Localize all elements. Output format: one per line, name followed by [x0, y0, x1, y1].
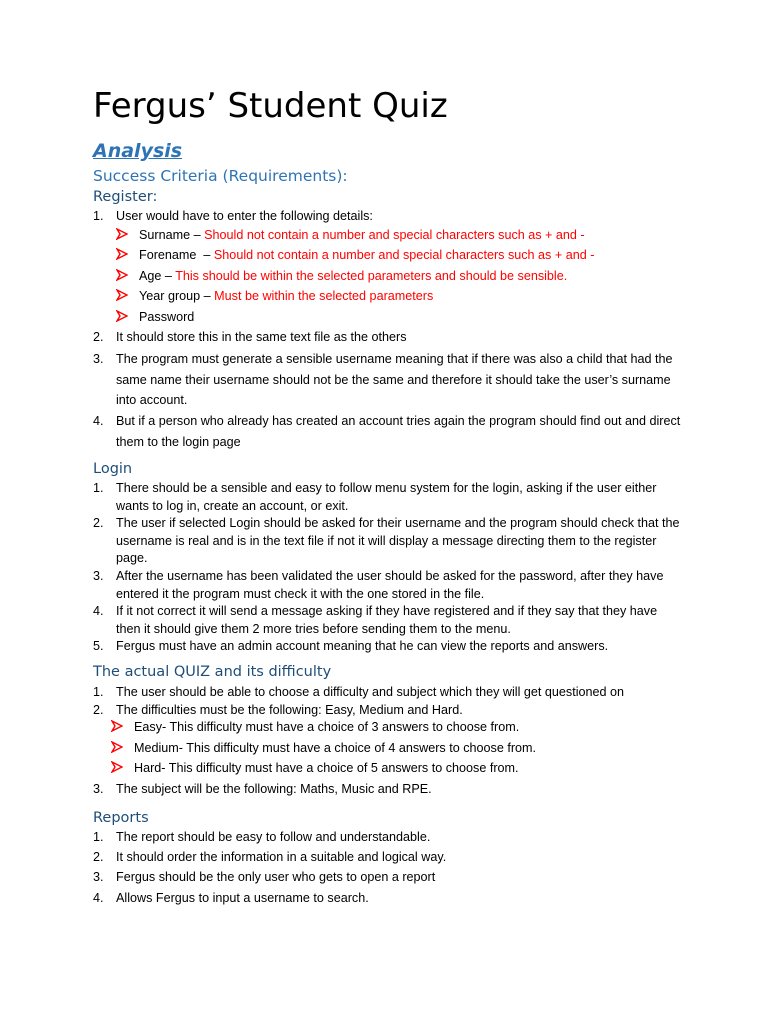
detail-label: Password — [139, 310, 195, 324]
list-number: 3. — [93, 352, 104, 366]
arrow-bullet-icon — [111, 720, 123, 732]
analysis-heading: Analysis — [93, 140, 183, 162]
list-number: 4. — [93, 414, 104, 428]
login-heading: Login — [93, 461, 133, 477]
arrow-bullet-icon — [116, 310, 128, 322]
detail-label: Forename – — [139, 248, 214, 262]
list-text: The user should be able to choose a difficulty and subject which they will get questioned on — [116, 685, 625, 699]
list-number: 3. — [93, 782, 104, 796]
arrow-bullet-icon — [116, 228, 128, 240]
document-title: Fergus’ Student Quiz — [93, 86, 448, 126]
detail-label: Surname – — [139, 228, 205, 242]
list-text: The report should be easy to follow and understandable. — [116, 830, 431, 844]
list-text: Fergus should be the only user who gets to open a report — [116, 870, 436, 884]
list-text: The program must generate a sensible username meaning that if there was also a child that had the same name their username should not be the same and therefore it should take the user’s surname into account. — [116, 352, 673, 407]
list-number: 4. — [93, 604, 104, 618]
list-text: Allows Fergus to input a username to search. — [116, 891, 369, 905]
list-number: 2. — [93, 330, 104, 344]
list-text: But if a person who already has created an account tries again the program should find out and direct them to the login page — [116, 414, 681, 449]
success-criteria-heading: Success Criteria (Requirements): — [93, 167, 348, 185]
list-number: 1. — [93, 830, 104, 844]
list-text: The difficulties must be the following: Easy, Medium and Hard. — [116, 703, 463, 717]
detail-requirement: This should be within the selected parameters and should be sensible. — [175, 269, 568, 283]
list-number: 4. — [93, 891, 104, 905]
detail-requirement: Should not contain a number and special characters such as + and - — [213, 248, 595, 262]
list-text: User would have to enter the following details: — [116, 209, 373, 223]
difficulty-text: Medium- This difficulty must have a choice of 4 answers to choose from. — [134, 741, 537, 755]
arrow-bullet-icon — [111, 761, 123, 773]
reports-heading: Reports — [93, 810, 149, 826]
list-text: There should be a sensible and easy to follow menu system for the login, asking if the user either wants to log in, create an account, or exit. — [116, 481, 657, 513]
list-text: The subject will be the following: Maths, Music and RPE. — [116, 782, 432, 796]
list-number: 1. — [93, 685, 104, 699]
difficulty-text: Hard- This difficulty must have a choice of 5 answers to choose from. — [134, 761, 519, 775]
detail-label: Year group – — [139, 289, 215, 303]
list-number: 3. — [93, 870, 104, 884]
detail-requirement: Must be within the selected parameters — [214, 289, 434, 303]
list-number: 5. — [93, 639, 104, 653]
arrow-bullet-icon — [116, 289, 128, 301]
quiz-heading: The actual QUIZ and its difficulty — [93, 664, 332, 680]
list-number: 2. — [93, 850, 104, 864]
list-number: 1. — [93, 481, 104, 495]
arrow-bullet-icon — [116, 269, 128, 281]
arrow-bullet-icon — [116, 248, 128, 260]
list-text: Fergus must have an admin account meaning that he can view the reports and answers. — [116, 639, 609, 653]
list-number: 1. — [93, 209, 104, 223]
detail-requirement: Should not contain a number and special characters such as + and - — [204, 228, 585, 242]
detail-label: Age – — [139, 269, 176, 283]
difficulty-text: Easy- This difficulty must have a choice of 3 answers to choose from. — [134, 720, 520, 734]
list-number: 2. — [93, 516, 104, 530]
list-text: It should order the information in a suitable and logical way. — [116, 850, 447, 864]
list-text: The user if selected Login should be asked for their username and the program should check that the username is real and is in the text file if not it will display a message directing them to the register page. — [116, 516, 680, 565]
list-text: If it not correct it will send a message asking if they have registered and if they say that they have then it should give them 2 more tries before sending them to the menu. — [116, 604, 658, 636]
list-text: It should store this in the same text file as the others — [116, 330, 407, 344]
register-heading: Register: — [93, 189, 158, 205]
list-text: After the username has been validated the user should be asked for the password, after they have entered it the program must check it with the one stored in the file. — [116, 569, 664, 601]
list-number: 3. — [93, 569, 104, 583]
list-number: 2. — [93, 703, 104, 717]
arrow-bullet-icon — [111, 741, 123, 753]
